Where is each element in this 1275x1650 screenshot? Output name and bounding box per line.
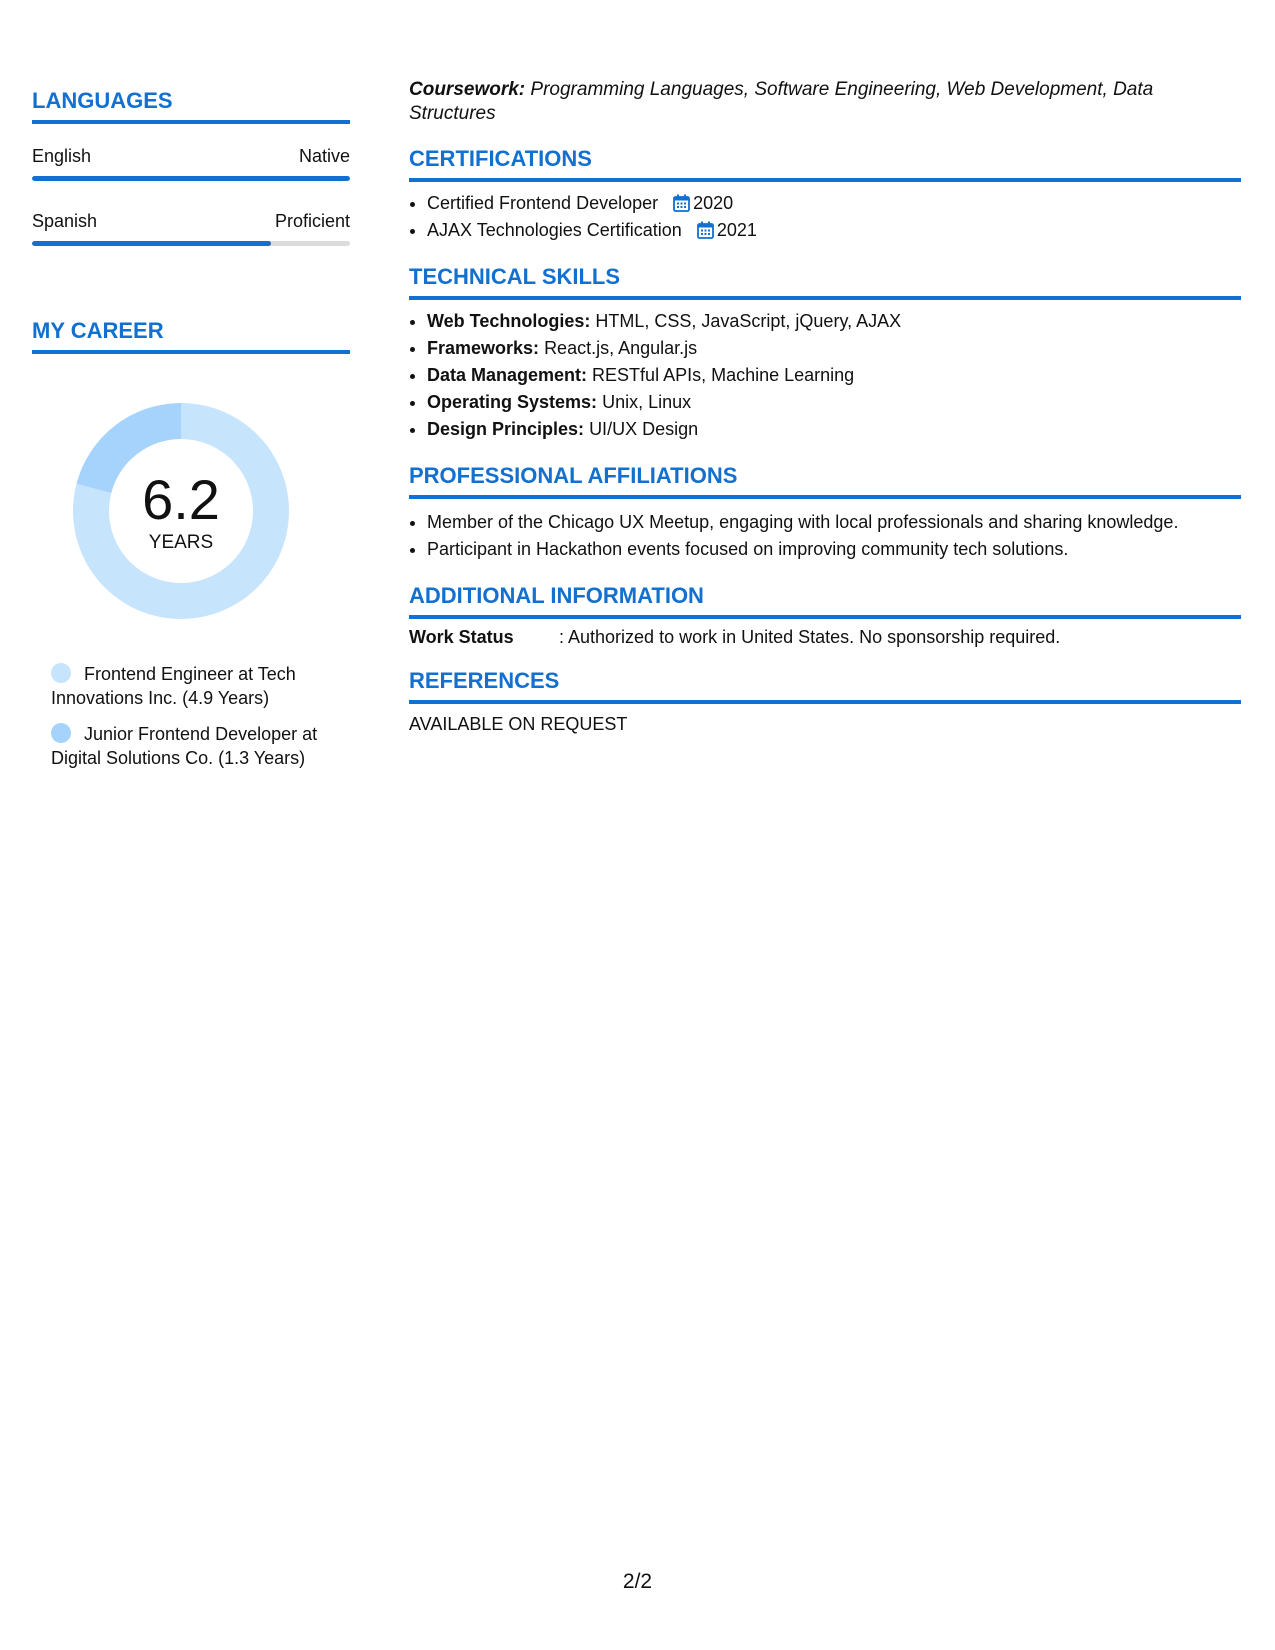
certification-name: Certified Frontend Developer xyxy=(427,193,659,213)
skills-section xyxy=(409,264,1241,443)
career-heading: MY CAREER xyxy=(32,318,350,354)
coursework-label: Coursework: xyxy=(409,79,526,100)
references-text: AVAILABLE ON REQUEST xyxy=(409,714,628,734)
language-proficiency-fill xyxy=(32,176,350,181)
career-donut-chart xyxy=(66,396,296,626)
skill-item xyxy=(427,416,1241,443)
calendar-icon xyxy=(697,221,714,239)
legend-item xyxy=(51,662,350,710)
career-section xyxy=(32,318,350,770)
language-proficiency-bar xyxy=(32,241,350,246)
language-name: English xyxy=(32,146,92,166)
legend-dot-icon xyxy=(51,663,71,683)
language-item xyxy=(32,211,350,246)
language-proficiency-fill xyxy=(32,241,271,246)
skills-heading: TECHNICAL SKILLS xyxy=(409,264,1241,300)
work-status-label: Work Status xyxy=(409,627,514,647)
calendar-icon xyxy=(673,194,690,212)
certification-year: 2021 xyxy=(716,220,757,240)
legend-label: Junior Frontend Developer at Digital Solutions Co. (1.3 Years) xyxy=(51,724,318,768)
coursework xyxy=(409,78,1241,126)
skill-item xyxy=(427,389,1241,416)
skill-label: Design Principles: xyxy=(427,419,585,439)
skill-value: UI/UX Design xyxy=(589,419,699,439)
references-heading: REFERENCES xyxy=(409,668,1241,704)
certifications-heading: CERTIFICATIONS xyxy=(409,146,1241,182)
left-column xyxy=(32,88,350,782)
language-level: Proficient xyxy=(274,211,350,231)
languages-heading: LANGUAGES xyxy=(32,88,350,124)
legend-dot-icon xyxy=(51,723,71,743)
legend-item xyxy=(51,722,350,770)
references-section xyxy=(409,668,1241,735)
affiliation-item: • Member of the Chicago UX Meetup, engaging with local professionals and sharing knowledge. xyxy=(427,509,1241,536)
affiliations-section xyxy=(409,463,1241,563)
certification-item xyxy=(427,190,1241,217)
legend-label: Frontend Engineer at Tech Innovations Inc. (4.9 Years) xyxy=(51,664,296,708)
skill-label: Data Management: xyxy=(427,365,588,385)
right-column xyxy=(409,78,1241,735)
language-proficiency-bar xyxy=(32,176,350,181)
skill-label: Web Technologies: xyxy=(427,311,591,331)
career-years-unit: YEARS xyxy=(148,532,214,553)
skill-item xyxy=(427,335,1241,362)
certification-item xyxy=(427,217,1241,244)
skill-value: React.js, Angular.js xyxy=(544,338,698,358)
language-level: Native xyxy=(298,146,350,166)
coursework-text: Programming Languages, Software Engineering, Web Development, Data Structures xyxy=(409,79,1154,124)
language-name: Spanish xyxy=(32,211,98,231)
career-total-years: 6.2 xyxy=(142,468,220,531)
certifications-section xyxy=(409,146,1241,244)
page-number: 2/2 xyxy=(622,1570,653,1593)
skill-value: HTML, CSS, JavaScript, jQuery, AJAX xyxy=(595,311,902,331)
skill-item xyxy=(427,308,1241,335)
work-status-row xyxy=(409,627,1241,648)
skill-value: RESTful APIs, Machine Learning xyxy=(592,365,855,385)
additional-info-heading: ADDITIONAL INFORMATION xyxy=(409,583,1241,619)
skill-label: Frameworks: xyxy=(427,338,540,358)
affiliation-item: • Participant in Hackathon events focused on improving community tech solutions. xyxy=(427,536,1241,563)
career-legend xyxy=(32,662,350,770)
additional-info-section xyxy=(409,583,1241,648)
certification-year: 2020 xyxy=(693,193,734,213)
skill-item xyxy=(427,362,1241,389)
skill-value: Unix, Linux xyxy=(602,392,692,412)
language-item xyxy=(32,146,350,181)
skill-label: Operating Systems: xyxy=(427,392,598,412)
work-status-value: : Authorized to work in United States. No sponsorship required. xyxy=(559,627,1061,647)
affiliations-heading: PROFESSIONAL AFFILIATIONS xyxy=(409,463,1241,499)
certification-name: AJAX Technologies Certification xyxy=(427,220,682,240)
